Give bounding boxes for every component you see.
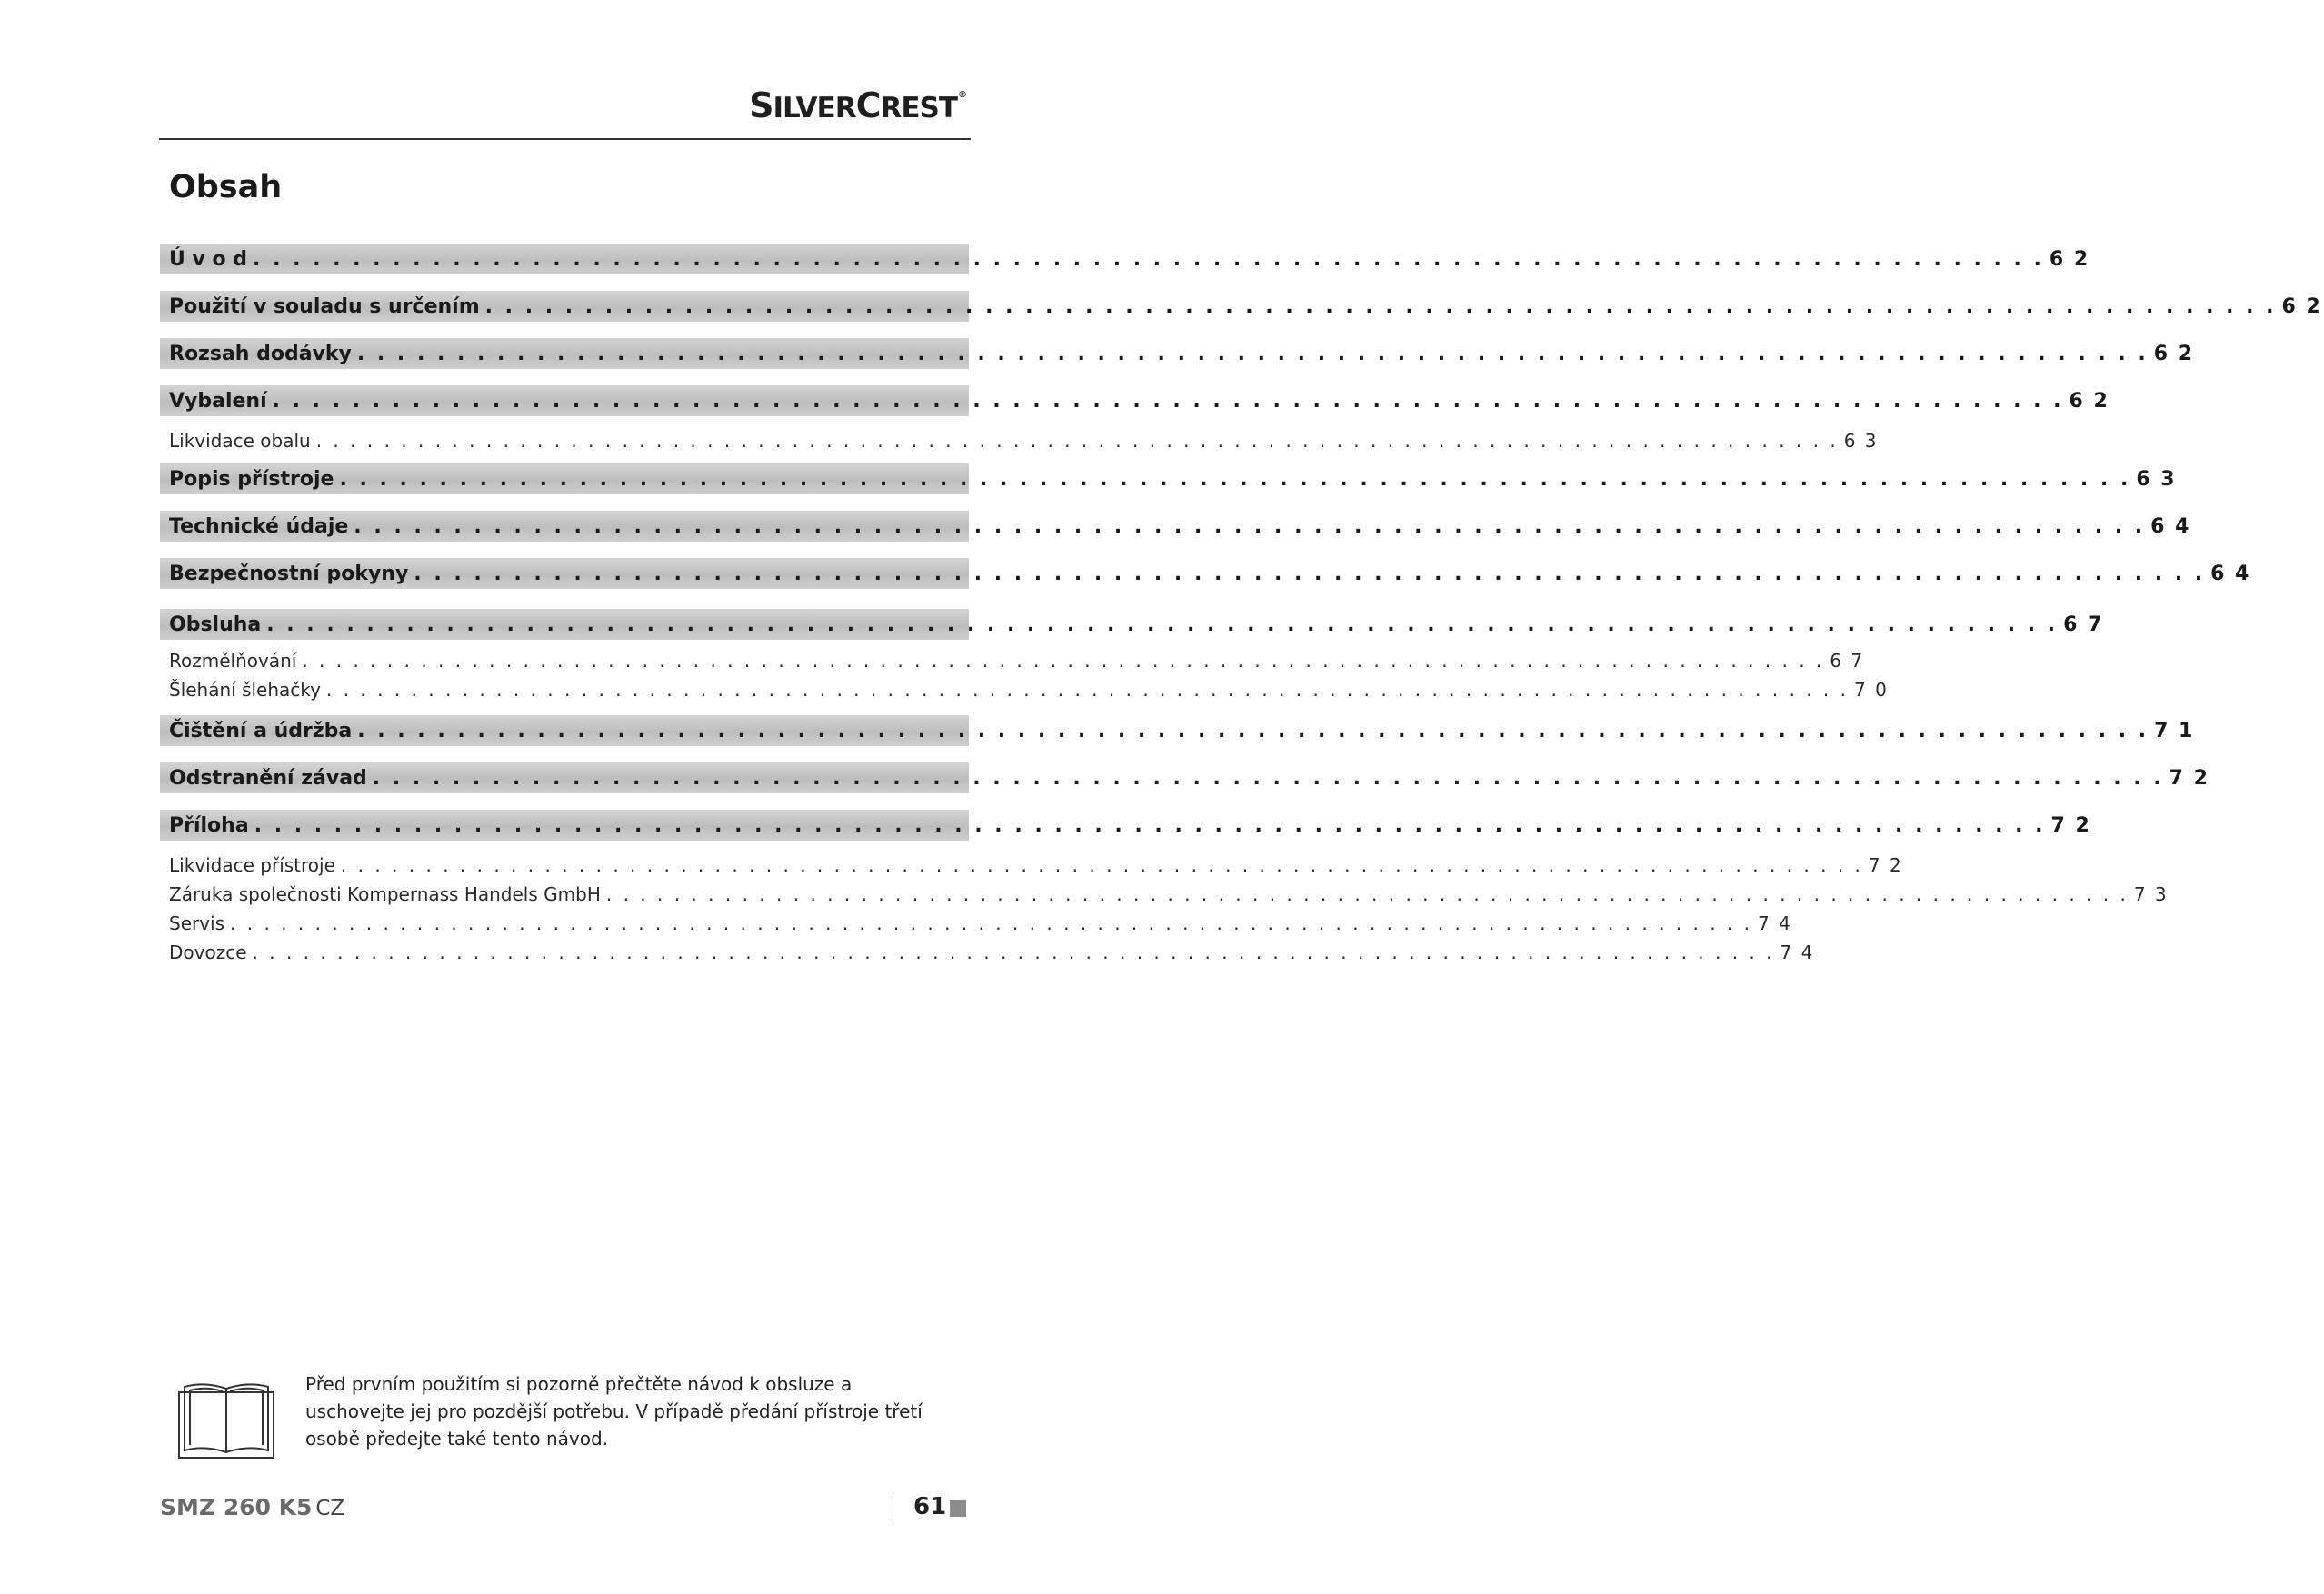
toc-leader-dots: . . . . . . . . . . . . . . . . . . . . . . . . . . . . . . . . . . . . . . . . . . . . . . . . . . . . . . . . . . . . . . . . . . . . . . . . . . . . . . . . . . . . . . . . . . [484,294,2277,318]
toc-entry[interactable] [160,715,2195,746]
page-marker-square [950,1500,966,1517]
footer-model: SMZ 260 K5 CZ [160,1494,345,1520]
toc-entry-page: 6 4 [2210,562,2251,585]
toc-entry-label: Technické údaje [169,514,349,538]
open-book-icon [177,1380,275,1460]
toc-entry-page: 6 2 [2069,389,2110,413]
toc-entry[interactable] [160,558,2251,589]
toc-entry-label: Záruka společnosti Kompernass Handels GmbH [169,883,601,905]
toc-leader-dots: . . . . . . . . . . . . . . . . . . . . . . . . . . . . . . . . . . . . . . . . . . . . . . . . . . . . . . . . . . . . . . . . . . . . . . . . . . . . . . . . . . . . . . . . . . [253,247,2044,271]
toc-entry-label: Bezpečnostní pokyny [169,562,409,585]
toc-entry-label: Rozsah dodávky [169,342,352,365]
toc-entry-page: 7 4 [1758,912,1792,934]
toc-leader-dots: . . . . . . . . . . . . . . . . . . . . . . . . . . . . . . . . . . . . . . . . . . . . . . . . . . . . . . . . . . . . . . . . . . . . . . . . . . . . . . . . . . . . . . . . . . [252,941,1775,963]
toc-entry-label: Odstranění závad [169,766,367,790]
toc-entry-page: 6 3 [1843,430,1879,452]
toc-entry-label: Použití v souladu s určením [169,294,480,318]
toc-entry[interactable] [160,676,1889,703]
toc-entry-label: Šlehání šlehačky [169,679,321,701]
notice-text: Před prvním použitím si pozorně přečtěte návod k obsluze a uschovejte jej pro pozdější potřebu. V případě předání přístroje třetí osobě předejte také tento návod. [305,1373,923,1450]
toc-entry[interactable] [160,511,2191,542]
toc-leader-dots: . . . . . . . . . . . . . . . . . . . . . . . . . . . . . . . . . . . . . . . . . . . . . . . . . . . . . . . . . . . . . . . . . . . . . . . . . . . . . . . . . . . . . . . . . . [230,912,1753,934]
footer-lang: CZ [315,1497,345,1520]
toc-leader-dots: . . . . . . . . . . . . . . . . . . . . . . . . . . . . . . . . . . . . . . . . . . . . . . . . . . . . . . . . . . . . . . . . . . . . . . . . . . . . . . . . . . . . . . . . . . [357,719,2149,742]
toc-leader-dots: . . . . . . . . . . . . . . . . . . . . . . . . . . . . . . . . . . . . . . . . . . . . . . . . . . . . . . . . . . . . . . . . . . . . . . . . . . . . . . . . . . . . . . . . . . [326,679,1849,701]
toc-entry-label: Rozmělňování [169,650,297,672]
toc-entry-page: 6 4 [2150,514,2191,538]
toc-entry-page: 6 2 [2281,294,2322,318]
toc-entry-label: Příloha [169,813,249,837]
toc-entry[interactable] [160,910,1792,937]
toc-leader-dots: . . . . . . . . . . . . . . . . . . . . . . . . . . . . . . . . . . . . . . . . . . . . . . . . . . . . . . . . . . . . . . . . . . . . . . . . . . . . . . . . . . . . . . . . . . [266,613,2059,636]
toc-entry-label: Obsluha [169,613,262,636]
page-title: Obsah [169,169,283,205]
header-rule [159,138,971,140]
toc-leader-dots: . . . . . . . . . . . . . . . . . . . . . . . . . . . . . . . . . . . . . . . . . . . . . . . . . . . . . . . . . . . . . . . . . . . . . . . . . . . . . . . . . . . . . . . . . . [354,514,2146,538]
toc-leader-dots: . . . . . . . . . . . . . . . . . . . . . . . . . . . . . . . . . . . . . . . . . . . . . . . . . . . . . . . . . . . . . . . . . . . . . . . . . . . . . . . . . . . . . . . . . . [605,883,2129,905]
toc-entry[interactable] [160,463,2177,494]
toc-entry-page: 6 7 [2063,613,2104,636]
toc-entry[interactable] [160,939,1815,966]
reading-notice [177,1370,950,1461]
toc-entry-page: 6 3 [2136,467,2177,491]
toc-entry-page: 7 1 [2154,719,2195,742]
toc-entry-page: 6 7 [1830,650,1865,672]
toc-entry-label: Čištění a údržba [169,719,353,742]
toc-entry[interactable] [160,810,2091,841]
toc-entry-page: 7 2 [2169,766,2209,790]
toc-leader-dots: . . . . . . . . . . . . . . . . . . . . . . . . . . . . . . . . . . . . . . . . . . . . . . . . . . . . . . . . . . . . . . . . . . . . . . . . . . . . . . . . . . . . . . . . . . [356,342,2149,365]
toc-entry-page: 7 0 [1853,679,1889,701]
brand-logo: SILVERCREST® [749,85,966,125]
toc-leader-dots: . . . . . . . . . . . . . . . . . . . . . . . . . . . . . . . . . . . . . . . . . . . . . . . . . . . . . . . . . . . . . . . . . . . . . . . . . . . . . . . . . . . . . . . . . . [272,389,2064,413]
toc-entry-label: Likvidace obalu [169,430,311,452]
toc-leader-dots: . . . . . . . . . . . . . . . . . . . . . . . . . . . . . . . . . . . . . . . . . . . . . . . . . . . . . . . . . . . . . . . . . . . . . . . . . . . . . . . . . . . . . . . . . . [414,562,2206,585]
toc-leader-dots: . . . . . . . . . . . . . . . . . . . . . . . . . . . . . . . . . . . . . . . . . . . . . . . . . . . . . . . . . . . . . . . . . . . . . . . . . . . . . . . . . . . . . . . . . . [339,467,2131,491]
toc-leader-dots: . . . . . . . . . . . . . . . . . . . . . . . . . . . . . . . . . . . . . . . . . . . . . . . . . . . . . . . . . . . . . . . . . . . . . . . . . . . . . . . . . . . . . . . . . . [315,430,1839,452]
toc-entry[interactable] [160,427,1879,454]
toc-leader-dots: . . . . . . . . . . . . . . . . . . . . . . . . . . . . . . . . . . . . . . . . . . . . . . . . . . . . . . . . . . . . . . . . . . . . . . . . . . . . . . . . . . . . . . . . . . [254,813,2046,837]
toc-entry[interactable] [160,385,2110,416]
toc-entry[interactable] [160,852,1903,879]
toc-entry-page: 7 3 [2133,883,2169,905]
toc-entry-page: 6 2 [2049,247,2090,271]
toc-leader-dots: . . . . . . . . . . . . . . . . . . . . . . . . . . . . . . . . . . . . . . . . . . . . . . . . . . . . . . . . . . . . . . . . . . . . . . . . . . . . . . . . . . . . . . . . . . [340,854,1863,876]
toc-entry-label: Ú v o d [169,247,248,271]
toc-entry-label: Dovozce [169,941,247,963]
toc-entry-page: 7 4 [1780,941,1815,963]
toc-entry[interactable] [160,338,2195,369]
toc-entry[interactable] [160,244,2090,274]
toc-entry-label: Vybalení [169,389,267,413]
toc-leader-dots: . . . . . . . . . . . . . . . . . . . . . . . . . . . . . . . . . . . . . . . . . . . . . . . . . . . . . . . . . . . . . . . . . . . . . . . . . . . . . . . . . . . . . . . . . . [372,766,2164,790]
toc-entry[interactable] [160,647,1865,674]
toc-entry[interactable] [160,609,2104,640]
toc-entry-page: 7 2 [1868,854,1903,876]
toc-entry-label: Likvidace přístroje [169,854,335,876]
toc-entry-label: Servis [169,912,225,934]
toc-entry[interactable] [160,881,2169,908]
toc-entry-page: 6 2 [2153,342,2195,365]
toc-leader-dots: . . . . . . . . . . . . . . . . . . . . . . . . . . . . . . . . . . . . . . . . . . . . . . . . . . . . . . . . . . . . . . . . . . . . . . . . . . . . . . . . . . . . . . . . . . [302,650,1825,672]
page-number: 61 [913,1493,947,1520]
toc-entry[interactable] [160,762,2209,793]
toc-entry-label: Popis přístroje [169,467,334,491]
toc-entry[interactable] [160,291,2322,322]
toc-entry-page: 7 2 [2050,813,2091,837]
